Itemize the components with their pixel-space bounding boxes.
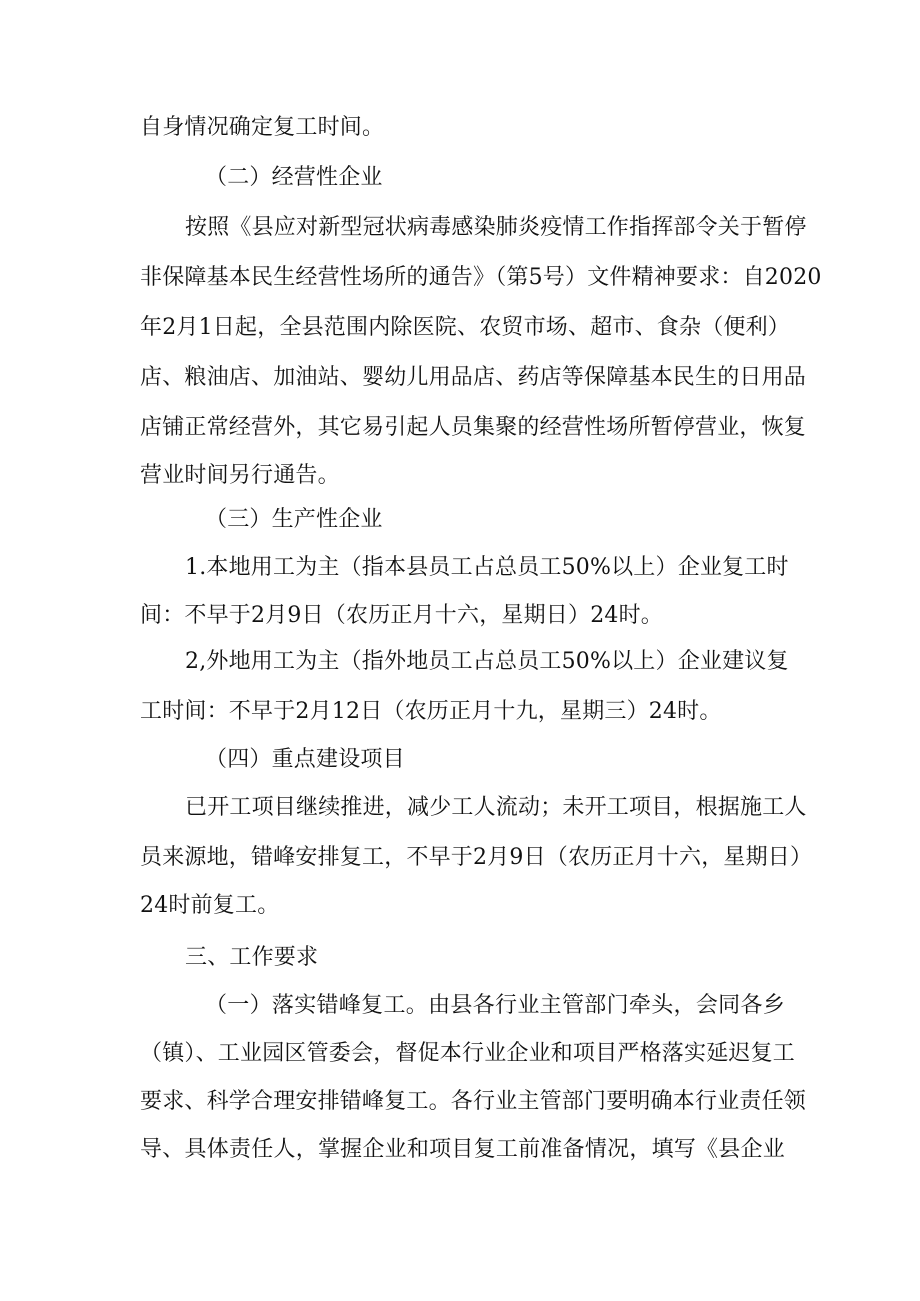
section-heading: （四）重点建设项目 <box>205 747 405 772</box>
text-line: 已开工项目继续推进，减少工人流动；未开工项目，根据施工人 <box>185 795 807 820</box>
section-heading: （二）经营性企业 <box>205 165 383 190</box>
text-line: 导、具体责任人，掌握企业和项目复工前准备情况，填写《县企业 <box>140 1137 785 1162</box>
text-line: 间：不早于2月9日（农历正月十六，星期日）24时。 <box>140 603 663 628</box>
text-line: 店铺正常经营外，其它易引起人员集聚的经营性场所暂停营业，恢复 <box>140 415 807 440</box>
text-line: 员来源地，错峰安排复工，不早于2月9日（农历正月十六，星期日） <box>140 845 813 870</box>
text-line: 按照《县应对新型冠状病毒感染肺炎疫情工作指挥部令关于暂停 <box>185 215 807 240</box>
text-line: 2,外地用工为主（指外地员工占总员工50%以上）企业建议复 <box>185 649 789 674</box>
text-line: 工时间：不早于2月12日（农历正月十九，星期三）24时。 <box>140 699 722 724</box>
text-line: 非保障基本民生经营性场所的通告》（第5号）文件精神要求：自2020 <box>140 265 822 290</box>
text-line: 1.本地用工为主（指本县员工占总员工50%以上）企业复工时 <box>185 555 789 580</box>
text-line: 店、粮油店、加油站、婴幼儿用品店、药店等保障基本民生的日用品 <box>140 365 807 390</box>
text-line: 要求、科学合理安排错峰复工。各行业主管部门要明确本行业责任领 <box>140 1089 807 1114</box>
text-line: 营业时间另行通告。 <box>140 463 340 488</box>
text-line: （镇）、工业园区管委会，督促本行业企业和项目严格落实延迟复工 <box>140 1041 796 1066</box>
text-line: 24时前复工。 <box>140 893 280 918</box>
text-line: 自身情况确定复工时间。 <box>140 115 385 140</box>
text-line: （一）落实错峰复工。由县各行业主管部门牵头，会同各乡 <box>205 993 785 1018</box>
section-heading: 三、工作要求 <box>185 945 319 970</box>
section-heading: （三）生产性企业 <box>205 507 383 532</box>
text-line: 年2月1日起，全县范围内除医院、农贸市场、超市、食杂（便利） <box>140 315 790 340</box>
